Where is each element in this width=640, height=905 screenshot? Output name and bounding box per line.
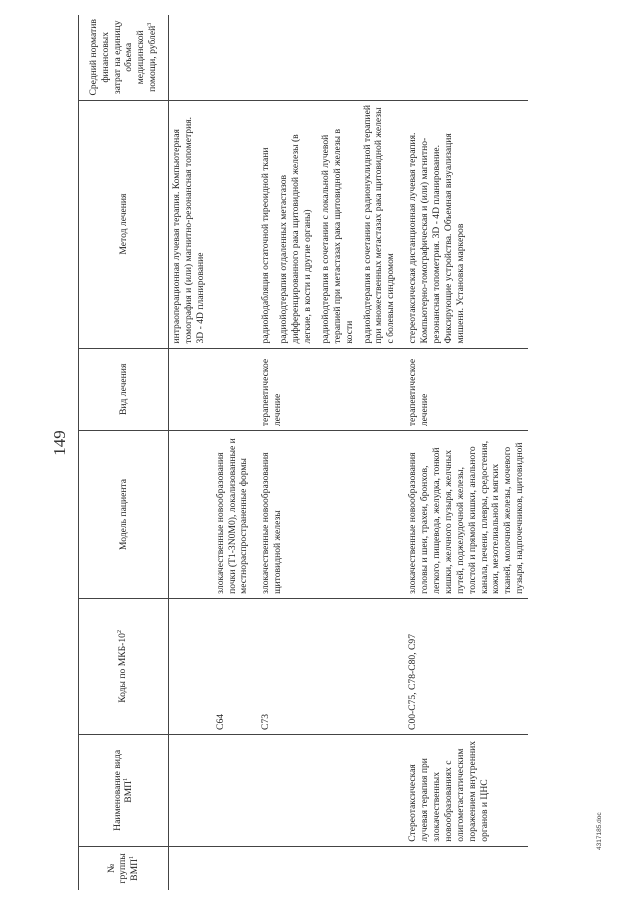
cell-group	[252, 846, 399, 890]
header-treatment-type: Вид лечения	[79, 348, 169, 431]
method-block: радиойодабляция остаточной тиреоидной ткани	[260, 147, 272, 344]
header-patient-model: Модель пациента	[79, 431, 169, 599]
table-row	[209, 15, 253, 890]
cell-type: терапевтическое лечение	[252, 348, 399, 431]
header-average-cost: Средний норматив финансовых затрат на единицу объема медицинской помощи, рублей$^3$	[79, 15, 169, 100]
cell-cost	[252, 15, 399, 100]
cell-codes: C73	[252, 598, 399, 734]
document-code: 4317185.doc	[596, 812, 603, 850]
cell-type	[169, 348, 209, 431]
cell-name	[252, 734, 399, 846]
cell-method: интраоперационная лучевая терапия. Компьютерная томография и (или) магнитно-резонансная топометрия. 3D - 4D планирование	[169, 100, 209, 348]
page-number: 149	[50, 430, 69, 456]
cell-cost	[399, 15, 528, 100]
rotated-table-container	[78, 15, 598, 890]
cell-name: Стереотаксическая лучевая терапия при злокачественных новообразованиях с олигометастатическим поражением внутренних органов и ЦНС	[399, 734, 528, 846]
header-icd-codes: Коды по МКБ-$10^2$	[79, 598, 169, 734]
cell-cost	[169, 15, 209, 100]
method-block: радиойодтерапия отдаленных метастазов дифференцированного рака щитовидной железы (в легкие, в кости и другие органы)	[278, 134, 314, 344]
cell-codes: C64	[209, 598, 253, 734]
cell-cost	[209, 15, 253, 100]
cell-name	[169, 734, 209, 846]
header-vmp-name: Наименование вида ВМП$^1$	[79, 734, 169, 846]
cell-model: злокачественные новообразования головы и шеи, трахеи, бронхов, легкого, пищевода, желудка, тонкой кишки, желчного пузыря, желчных путей, поджелудочной железы, толстой и прямой кишки, анального канала, печени, плевры, средостения, кожи, мезотелиальной и мягких тканей, молочной железы, мочевого пузыря, надпочечников, щитовидной	[399, 431, 528, 599]
table-row	[252, 15, 399, 890]
method-block: радиойодтерапия в сочетании с локальной лучевой терапией при метастазах рака щитовидной железы в кости	[319, 128, 355, 344]
table-row	[169, 15, 209, 890]
header-group-number: № группы ВМП$^1$	[79, 846, 169, 890]
cell-model: злокачественные новообразования щитовидной железы	[252, 431, 399, 599]
cell-group	[169, 846, 209, 890]
cell-name	[209, 734, 253, 846]
table-row	[399, 15, 528, 890]
table-header-row	[79, 15, 169, 890]
cell-model: злокачественные новообразования почки (T1-3N0M0), локализованные и местнораспространенные формы	[209, 431, 253, 599]
cell-codes	[169, 598, 209, 734]
cell-codes: C00-C75, C78-C80, C97	[399, 598, 528, 734]
cell-model	[169, 431, 209, 599]
cell-type: терапевтическое лечение	[399, 348, 528, 431]
method-block: радиойодтерапия в сочетании с радионуклидной терапией при множественных метастазах рака щитовидной железы с болевым синдромом	[361, 105, 397, 344]
cell-method	[209, 100, 253, 348]
cell-group	[209, 846, 253, 890]
cell-type	[209, 348, 253, 431]
cell-method	[252, 100, 399, 348]
header-treatment-method: Метод лечения	[79, 100, 169, 348]
treatment-table	[78, 15, 528, 890]
cell-method: стереотаксическая дистанционная лучевая терапия. Компьютерно-томографическая и (или) магнитно-резонансная топометрия. 3D - 4D планирование. Фиксирующие устройства. Объемная визуализация мишени. Установка маркеров	[399, 100, 528, 348]
cell-group	[399, 846, 528, 890]
